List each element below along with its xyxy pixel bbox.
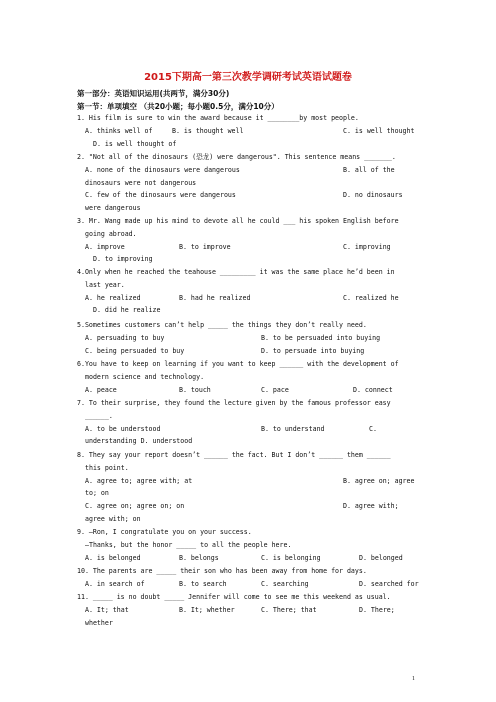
option-a: A. It; that — [85, 605, 129, 614]
option-continuation: understanding D. understood — [85, 437, 193, 446]
question-stem: 5.Sometimes customers can’t help _____ the things they don’t really need. — [77, 321, 367, 329]
option-a: A. is belonged — [85, 553, 141, 562]
stem-continuation: ______. — [85, 411, 113, 420]
question-6 — [77, 358, 422, 396]
question-stem: 9. —Ron, I congratulate you on your success. — [77, 528, 252, 536]
option-d: D. There; — [359, 605, 395, 614]
option-c: C. agree on; agree on; on — [85, 502, 185, 511]
option-row — [77, 292, 422, 305]
question-stem: 8. They say your report doesn’t ______ the fact. But I don’t ______ them ______ — [77, 451, 391, 459]
option-a: A. to be understood — [85, 424, 161, 433]
option-d: D. agree with; — [343, 502, 399, 511]
stem-continuation: modern science and technology. — [85, 372, 205, 381]
option-continuation: to; on — [85, 489, 109, 498]
option-c: C. There; that — [261, 605, 317, 614]
option-row — [77, 552, 422, 565]
option-row — [77, 604, 422, 617]
page-number: 1 — [412, 676, 415, 682]
question-stem: 4.Only when he reached the teahouse _________ it was the same place he’d been in — [77, 268, 395, 276]
stem-continuation: last year. — [85, 280, 125, 289]
part-heading: 第一部分：英语知识运用(共两节，满分30分) — [77, 89, 230, 98]
option-row — [77, 384, 422, 397]
question-9 — [77, 526, 422, 564]
option-b: B. to search — [179, 579, 227, 588]
option-c: C. is belonging — [261, 553, 321, 562]
option-row — [77, 189, 422, 202]
option-c: C. being persuaded to buy — [85, 346, 185, 355]
option-continuation: dinosaurs were not dangerous — [85, 178, 197, 187]
option-b: B. agree on; agree — [343, 476, 415, 485]
option-c: C. realized he — [343, 293, 399, 302]
option-a: A. in search of — [85, 579, 145, 588]
question-7 — [77, 397, 422, 448]
option-a: A. persuading to buy — [85, 333, 165, 342]
option-d: D. connect — [353, 385, 393, 394]
question-11 — [77, 591, 422, 629]
option-c: C. searching — [261, 579, 309, 588]
option-a: A. peace — [85, 385, 117, 394]
option-row — [77, 241, 422, 254]
option-b: B. touch — [179, 385, 211, 394]
option-a: A. agree to; agree with; at — [85, 476, 193, 485]
option-b: B. all of the — [343, 165, 395, 174]
stem-continuation: this point. — [85, 463, 129, 472]
question-stem: 10. The parents are _____ their son who has been away from home for days. — [77, 567, 367, 575]
section-heading: 第一节：单项填空 （共20小题；每小题0.5分，满分10分） — [77, 102, 279, 111]
option-row — [77, 578, 422, 591]
option-c: C. is well thought — [343, 126, 415, 135]
question-5 — [77, 319, 422, 357]
option-c: C. few of the dinosaurs were dangerous — [85, 191, 236, 200]
document-title: 2015下期高一第三次教学调研考试英语试题卷 — [144, 72, 352, 83]
option-b: B. belongs — [179, 553, 219, 562]
option-a: A. improve — [85, 242, 125, 251]
stem-continuation: going abroad. — [85, 229, 137, 238]
option-d: D. to improving — [93, 255, 153, 264]
question-stem: 3. Mr. Wang made up his mind to devote all he could ___ his spoken English before — [77, 217, 399, 225]
option-a: A. thinks well of — [85, 126, 153, 135]
option-a: A. none of the dinosaurs were dangerous — [85, 165, 240, 174]
question-10 — [77, 565, 422, 591]
option-d: D. is well thought of — [93, 139, 177, 148]
question-stem: 2. "Not all of the dinosaurs (恐龙) were dangerous". This sentence means _______. — [77, 153, 396, 161]
stem-continuation: —Thanks, but the honor _____ to all the people here. — [85, 540, 292, 549]
option-a: A. he realized — [85, 293, 141, 302]
question-stem: 11. _____ is no doubt _____ Jennifer will come to see me this weekend as usual. — [77, 593, 391, 601]
option-row — [77, 332, 422, 345]
option-row — [77, 500, 422, 513]
option-c: C. pace — [261, 385, 289, 394]
option-d: D. belonged — [359, 553, 403, 562]
question-8 — [77, 449, 422, 526]
question-3 — [77, 215, 422, 266]
option-b: B. is thought well — [172, 126, 244, 135]
option-d: D. no dinosaurs — [343, 191, 403, 200]
option-b: B. to be persuaded into buying — [261, 333, 381, 342]
question-4 — [77, 266, 422, 317]
option-b: B. to improve — [179, 242, 231, 251]
option-d: D. to persuade into buying — [261, 346, 365, 355]
option-continuation: agree with; on — [85, 514, 141, 523]
option-c: C. — [369, 424, 377, 433]
question-stem: 7. To their surprise, they found the lecture given by the famous professor easy — [77, 399, 391, 407]
question-2 — [77, 151, 422, 215]
option-b: B. had he realized — [179, 293, 251, 302]
option-row — [77, 164, 422, 177]
option-row — [77, 125, 422, 138]
option-c: C. improving — [343, 242, 391, 251]
option-b: B. It; whether — [179, 605, 235, 614]
option-b: B. to understand — [261, 424, 325, 433]
option-row — [77, 475, 422, 488]
option-d: D. searched for — [359, 579, 419, 588]
option-continuation: were dangerous — [85, 204, 141, 213]
option-continuation: whether — [85, 618, 113, 627]
option-row — [77, 345, 422, 358]
question-stem: 6.You have to keep on learning if you want to keep ______ with the development of — [77, 360, 399, 368]
question-1 — [77, 112, 422, 150]
option-row — [77, 423, 422, 436]
question-stem: 1. His film is sure to win the award because it ________by most people. — [77, 114, 359, 122]
option-d: D. did he realize — [93, 306, 161, 315]
